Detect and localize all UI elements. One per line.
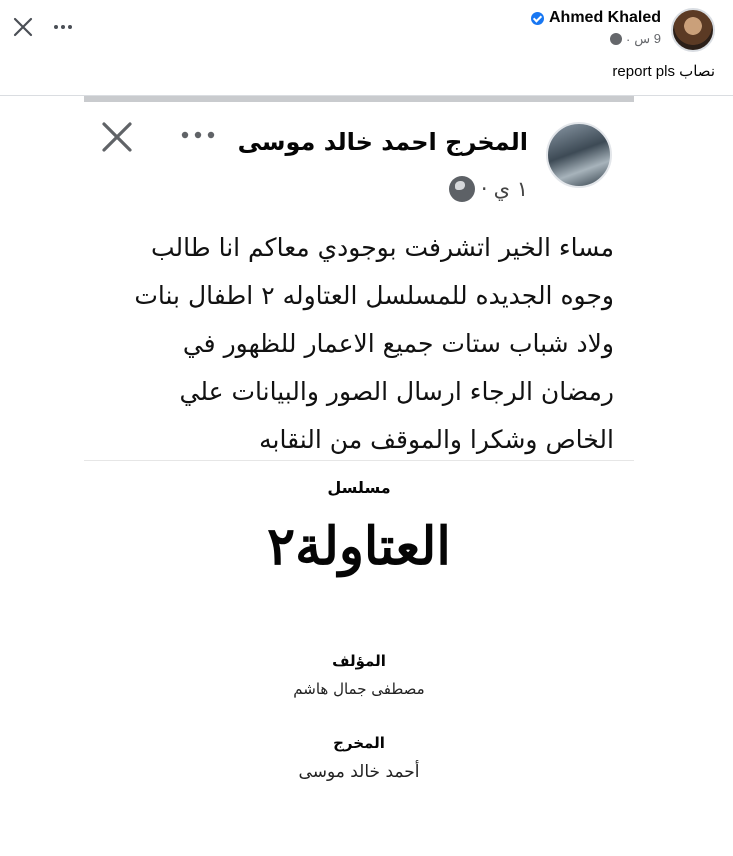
shared-meta: ١ ي · [449, 176, 528, 202]
post-time[interactable]: 9 س [634, 31, 661, 46]
close-icon [100, 120, 134, 154]
text-line: رمضان الرجاء ارسال الصور والبيانات علي [179, 377, 614, 406]
close-icon[interactable] [10, 14, 36, 40]
text-line: ولاد شباب ستات جميع الاعمار للظهور في [182, 329, 614, 358]
shared-avatar [546, 122, 612, 188]
text-line: وجوه الجديده للمسلسل العتاوله ٢ اطفال بنات [134, 281, 614, 310]
post-caption: نصاب report pls [612, 63, 715, 80]
post-header [0, 0, 733, 96]
more-options-icon [180, 130, 216, 140]
author-heading: المؤلف [332, 652, 386, 670]
post-author-name[interactable]: Ahmed Khaled [548, 9, 661, 26]
post-meta: 9 س · [610, 31, 661, 47]
globe-icon [610, 33, 622, 45]
director-name: أحمد خالد موسى [298, 762, 420, 782]
shared-author-name: المخرج احمد خالد موسى [237, 128, 528, 156]
verified-badge-icon [531, 12, 544, 25]
text-line: الخاص وشكرا والموقف من النقابه [259, 425, 614, 454]
globe-icon [449, 176, 475, 202]
text-line: مساء الخير اتشرفت بوجودي معاكم انا طالب [150, 233, 614, 262]
avatar[interactable] [671, 8, 715, 52]
shared-screenshot[interactable] [84, 96, 634, 856]
more-options-icon[interactable] [50, 14, 76, 40]
screenshot-top-bar [84, 96, 634, 102]
divider [84, 460, 634, 461]
shared-post-text [104, 224, 614, 464]
series-title: العتاولة٢ [267, 516, 451, 577]
post-author[interactable] [531, 9, 661, 27]
series-label: مسلسل [327, 478, 391, 497]
director-heading: المخرج [333, 734, 385, 752]
author-name: مصطفى جمال هاشم [293, 680, 425, 698]
shared-time: ١ ي [493, 177, 528, 201]
